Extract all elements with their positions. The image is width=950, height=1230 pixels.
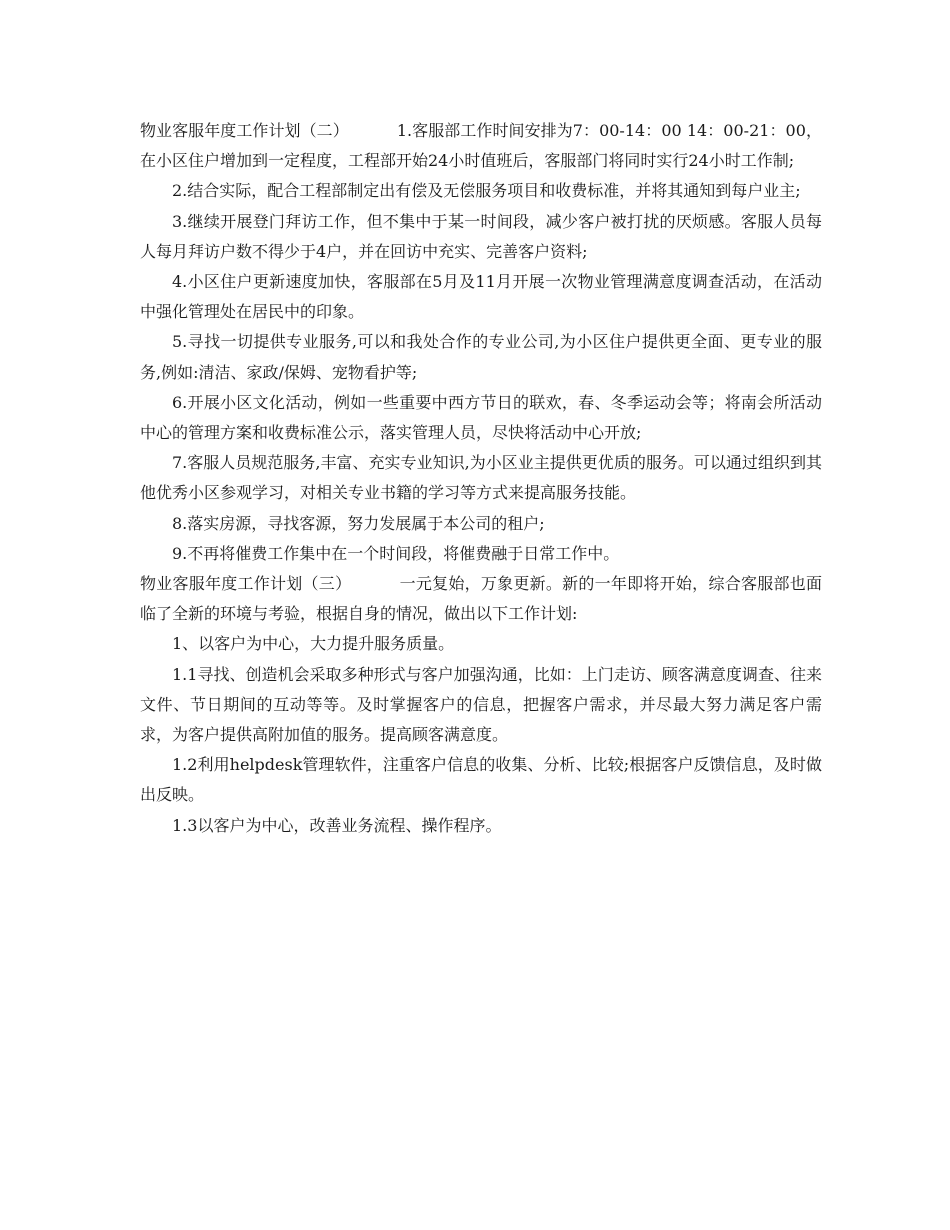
section3-title: 物业客服年度工作计划（三） — [140, 574, 352, 594]
section2-item-9: 9.不再将催费工作集中在一个时间段，将催费融于日常工作中。 — [172, 543, 620, 563]
document-body — [140, 116, 822, 841]
section2-item-5: 5.寻找一切提供专业服务,可以和我处合作的专业公司,为小区住户提供更全面、更专业的服务,例如:清洁、家政/保姆、宠物看护等; — [140, 332, 822, 382]
section2-item-6: 6.开展小区文化活动，例如一些重要中西方节日的联欢，春、冬季运动会等；将南会所活动中心的管理方案和收费标准公示，落实管理人员，尽快将活动中心开放; — [140, 392, 822, 443]
section2-item-3: 3.继续开展登门拜访工作，但不集中于某一时间段，减少客户被打扰的厌烦感。客服人员每人每月拜访户数不得少于4户，并在回访中充实、完善客户资料; — [140, 211, 822, 261]
section2-first-paragraph — [140, 116, 822, 176]
section2-item-4: 4.小区住户更新速度加快，客服部在5月及11月开展一次物业管理满意度调查活动，在活动中强化管理处在居民中的印象。 — [140, 272, 822, 322]
section2-item-2: 2.结合实际，配合工程部制定出有偿及无偿服务项目和收费标准，并将其通知到每户业主; — [172, 181, 801, 201]
section2-item-1: 1.客服部工作时间安排为7：00-14：00 14：00-21：00，在小区住户增加到一定程度，工程部开始24小时值班后，客服部门将同时实行24小时工作制; — [140, 121, 822, 171]
section3-item-1-3: 1.3以客户为中心，改善业务流程、操作程序。 — [172, 815, 502, 835]
section2-title: 物业客服年度工作计划（二） — [140, 121, 349, 140]
section3-intro: 一元复始，万象更新。新的一年即将开始，综合客服部也面临了全新的环境与考验，根据自身的情况，做出以下工作计划: — [140, 574, 822, 624]
section2-item-8: 8.落实房源，寻找客源，努力发展属于本公司的租户; — [172, 513, 545, 533]
section3-first-paragraph — [140, 569, 822, 629]
section3-item-1-2: 1.2利用helpdesk管理软件，注重客户信息的收集、分析、比较;根据客户反馈信息，及时做出反映。 — [140, 755, 822, 805]
section3-item-1-1: 1.1寻找、创造机会采取多种形式与客户加强沟通，比如：上门走访、顾客满意度调查、往来文件、节日期间的互动等等。及时掌握客户的信息，把握客户需求，并尽最大努力满足客户需求，为客户提供高附加值的服务。提高顾客满意度。 — [140, 664, 822, 745]
section3-item-1: 1、以客户为中心，大力提升服务质量。 — [172, 634, 455, 654]
section2-item-7: 7.客服人员规范服务,丰富、充实专业知识,为小区业主提供更优质的服务。可以通过组织到其他优秀小区参观学习，对相关专业书籍的学习等方式来提高服务技能。 — [140, 453, 822, 503]
